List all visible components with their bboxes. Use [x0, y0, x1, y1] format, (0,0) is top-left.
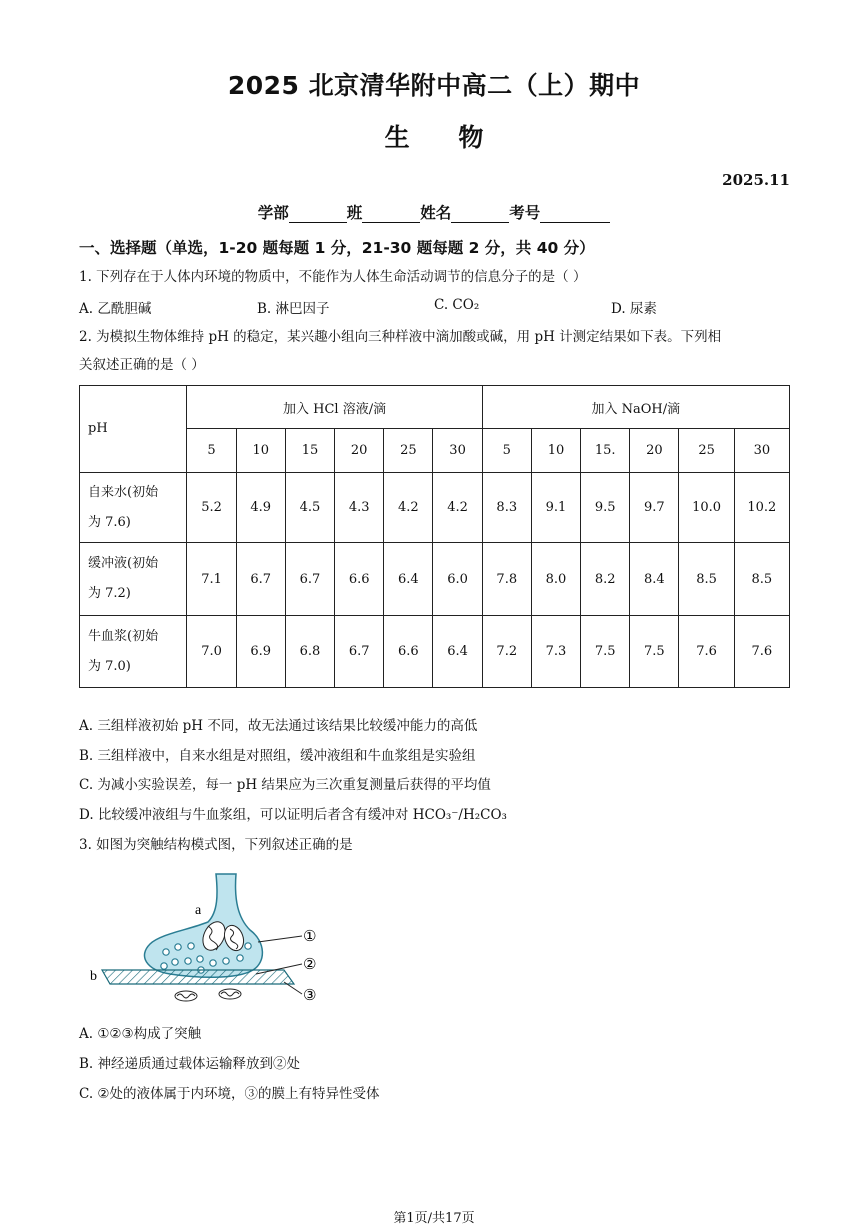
hcl-drop: 25 — [384, 429, 433, 473]
table-cell: 4.2 — [384, 473, 433, 543]
table-cell: 6.7 — [285, 543, 334, 616]
row-label: 牛血浆(初始 为 7.0) — [80, 616, 187, 688]
row-label: 自来水(初始 为 7.6) — [80, 473, 187, 543]
naoh-drop: 5 — [482, 429, 531, 473]
q2-option-d[interactable]: D. 比较缓冲液组与牛血浆组，可以证明后者含有缓冲对 HCO₃⁻/H₂CO₃ — [79, 807, 507, 823]
leader-line-1 — [258, 936, 302, 942]
naoh-drop: 20 — [630, 429, 679, 473]
table-cell: 10.2 — [734, 473, 789, 543]
header-naoh: 加入 NaOH/滴 — [482, 386, 789, 429]
blank-name[interactable] — [451, 206, 509, 223]
hcl-drop: 10 — [236, 429, 285, 473]
q3-option-c[interactable]: C. ②处的液体属于内环境，③的膜上有特异性受体 — [79, 1086, 380, 1102]
table-cell: 4.9 — [236, 473, 285, 543]
table-cell: 6.0 — [433, 543, 482, 616]
page-title: 2025 北京清华附中高二（上）期中 — [227, 71, 641, 100]
naoh-drop: 25 — [679, 429, 734, 473]
label-a: a — [195, 903, 202, 918]
table-cell: 6.4 — [384, 543, 433, 616]
blank-class[interactable] — [362, 206, 420, 223]
label-3: ③ — [303, 986, 317, 1004]
table-cell: 7.3 — [531, 616, 580, 688]
hcl-drop: 5 — [187, 429, 236, 473]
naoh-drop: 10 — [531, 429, 580, 473]
table-cell: 5.2 — [187, 473, 236, 543]
table-corner-ph: pH — [80, 386, 187, 473]
blank-department[interactable] — [289, 206, 347, 223]
q3-option-b[interactable]: B. 神经递质通过载体运输释放到②处 — [79, 1056, 301, 1072]
table-cell: 6.9 — [236, 616, 285, 688]
table-cell: 4.5 — [285, 473, 334, 543]
hcl-drop: 15 — [285, 429, 334, 473]
table-cell: 9.5 — [581, 473, 630, 543]
blank-exam-number[interactable] — [540, 206, 610, 223]
q2-option-b[interactable]: B. 三组样液中，自来水组是对照组，缓冲液组和牛血浆组是实验组 — [79, 748, 476, 764]
q2-option-a[interactable]: A. 三组样液初始 pH 不同，故无法通过该结果比较缓冲能力的高低 — [79, 718, 478, 734]
table-cell: 8.5 — [734, 543, 789, 616]
table-cell: 7.2 — [482, 616, 531, 688]
naoh-drop: 30 — [734, 429, 789, 473]
hcl-drop: 30 — [433, 429, 482, 473]
drops-row — [80, 429, 790, 473]
q3-option-a[interactable]: A. ①②③构成了突触 — [79, 1026, 202, 1042]
table-cell: 6.6 — [335, 543, 384, 616]
q1-stem: 1. 下列存在于人体内环境的物质中，不能作为人体生命活动调节的信息分子的是（ ） — [79, 269, 587, 285]
table-cell: 7.0 — [187, 616, 236, 688]
ph-data-table — [79, 385, 790, 688]
table-cell: 7.6 — [734, 616, 789, 688]
synapse-diagram — [88, 870, 338, 1015]
table-cell: 6.4 — [433, 616, 482, 688]
q2-option-c[interactable]: C. 为减小实验误差，每一 pH 结果应为三次重复测量后获得的平均值 — [79, 777, 491, 793]
table-cell: 6.7 — [335, 616, 384, 688]
table-row-buffer — [80, 543, 790, 616]
table-cell: 8.0 — [531, 543, 580, 616]
student-info-line — [0, 201, 868, 223]
table-cell: 8.3 — [482, 473, 531, 543]
field-class: 班 — [346, 203, 363, 222]
field-exam-number: 考号 — [509, 203, 541, 222]
field-department: 学部 — [257, 203, 289, 222]
header-hcl: 加入 HCl 溶液/滴 — [187, 386, 482, 429]
table-cell: 7.1 — [187, 543, 236, 616]
table-cell: 7.8 — [482, 543, 531, 616]
presynaptic-terminal — [144, 874, 262, 977]
row-label: 缓冲液(初始 为 7.2) — [80, 543, 187, 616]
exam-date: 2025.11 — [722, 171, 790, 189]
q3-stem: 3. 如图为突触结构模式图，下列叙述正确的是 — [79, 837, 353, 853]
page-number: 第1页/共17页 — [393, 1211, 475, 1226]
table-cell: 7.5 — [581, 616, 630, 688]
table-cell: 9.1 — [531, 473, 580, 543]
table-cell: 4.3 — [335, 473, 384, 543]
field-name: 姓名 — [420, 203, 452, 222]
mitochondrion — [219, 989, 241, 999]
table-cell: 10.0 — [679, 473, 734, 543]
section-heading: 一、选择题（单选，1-20 题每题 1 分，21-30 题每题 2 分，共 40 分） — [79, 239, 595, 257]
table-cell: 8.5 — [679, 543, 734, 616]
q1-option-a[interactable]: A. 乙酰胆碱 — [79, 301, 152, 317]
table-row-plasma — [80, 616, 790, 688]
mitochondrion — [175, 991, 197, 1001]
label-1: ① — [303, 927, 317, 945]
q1-option-b[interactable]: B. 淋巴因子 — [257, 301, 330, 317]
q2-stem-line2: 关叙述正确的是（ ） — [79, 357, 205, 373]
table-cell: 6.7 — [236, 543, 285, 616]
table-cell: 6.6 — [384, 616, 433, 688]
naoh-drop: 15. — [581, 429, 630, 473]
table-cell: 7.6 — [679, 616, 734, 688]
table-cell: 9.7 — [630, 473, 679, 543]
q1-option-c[interactable]: C. CO₂ — [434, 297, 480, 313]
q1-option-d[interactable]: D. 尿素 — [611, 301, 657, 317]
hcl-drop: 20 — [335, 429, 384, 473]
table-cell: 8.4 — [630, 543, 679, 616]
table-cell: 6.8 — [285, 616, 334, 688]
table-row-tapwater — [80, 473, 790, 543]
label-2: ② — [303, 955, 317, 973]
table-cell: 7.5 — [630, 616, 679, 688]
q2-stem-line1: 2. 为模拟生物体维持 pH 的稳定，某兴趣小组向三种样液中滴加酸或碱，用 pH 计测定结果如下表。下列相 — [79, 329, 722, 345]
label-b: b — [90, 969, 97, 984]
q1-options — [79, 297, 799, 317]
subject-title: 生 物 — [384, 123, 484, 152]
table-cell: 8.2 — [581, 543, 630, 616]
table-cell: 4.2 — [433, 473, 482, 543]
